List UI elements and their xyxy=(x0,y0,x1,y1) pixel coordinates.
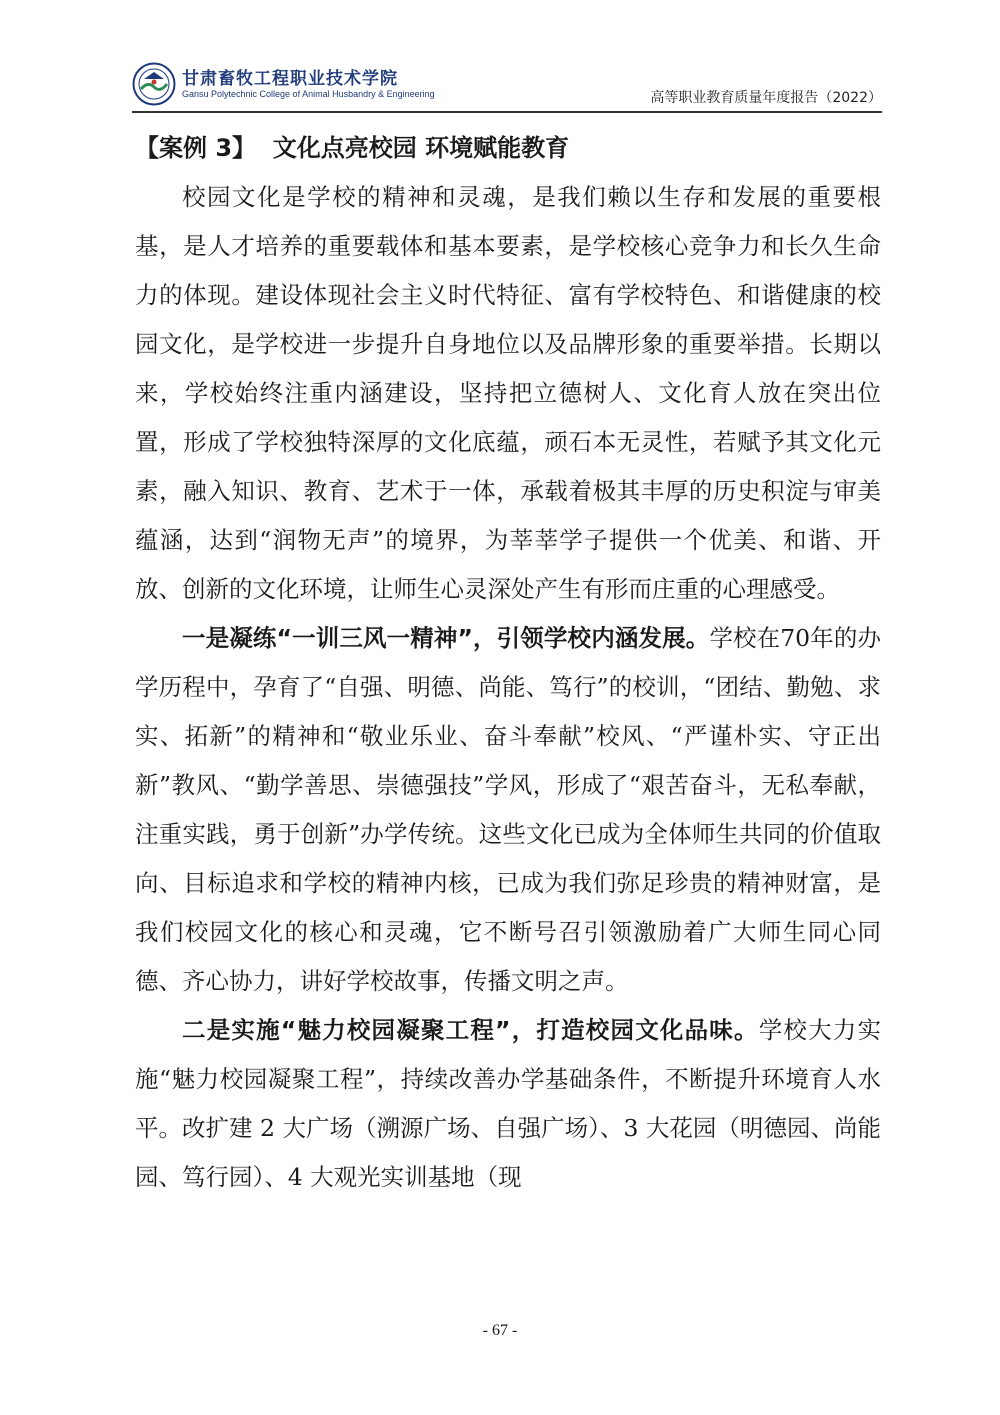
header-divider xyxy=(132,111,882,113)
institution-name: 甘肃畜牧工程职业技术学院 xyxy=(182,69,398,89)
page-header xyxy=(132,56,882,110)
college-emblem-icon xyxy=(132,62,176,106)
page-number: - 67 - xyxy=(482,1322,518,1339)
case-heading: 【案例 3】 文化点亮校园 环境赋能教育 xyxy=(135,134,570,162)
paragraph-intro xyxy=(135,173,881,614)
institution-english-name: Gansu Polytechnic College of Animal Husbandry & Engineering xyxy=(182,89,435,99)
paragraph-text: 校园文化是学校的精神和灵魂，是我们赖以生存和发展的重要根基，是人才培养的重要载体和基本要素，是学校核心竞争力和长久生命力的体现。建设体现社会主义时代特征、富有学校特色、和谐健康的校园文化，是学校进一步提升自身地位以及品牌形象的重要举措。长期以来，学校始终注重内涵建设，坚持把立德树人、文化育人放在突出位置，形成了学校独特深厚的文化底蕴，顽石本无灵性，若赋予其文化元素，融入知识、教育、艺术于一体，承载着极其丰厚的历史积淀与审美蕴涵，达到“润物无声”的境界，为莘莘学子提供一个优美、和谐、开放、创新的文化环境，让师生心灵深处产生有形而庄重的心理感受。 xyxy=(135,183,881,603)
paragraph-text: 学校大力实施“魅力校园凝聚工程”，持续改善办学基础条件，不断提升环境育人水平。改扩建 2 大广场（溯源广场、自强广场）、3 大花园（明德园、尚能园、笃行园）、4 大观光实训基地（现 xyxy=(135,1016,882,1191)
paragraph-point-one xyxy=(135,614,881,1006)
report-title: 高等职业教育质量年度报告（2022） xyxy=(650,90,882,106)
paragraph-point-two xyxy=(135,1006,881,1202)
document-body xyxy=(135,127,881,1202)
paragraph-lead: 二是实施“魅力校园凝聚工程”，打造校园文化品味。 xyxy=(182,1016,759,1044)
paragraph-text: 学校在70年的办学历程中，孕育了“自强、明德、尚能、笃行”的校训，“团结、勤勉、求实、拓新”的精神和“敬业乐业、奋斗奉献”校风、“严谨朴实、守正出新”教风、“勤学善思、崇德强技”学风，形成了“艰苦奋斗，无私奉献，注重实践，勇于创新”办学传统。这些文化已成为全体师生共同的价值取向、目标追求和学校的精神内核，已成为我们弥足珍贵的精神财富，是我们校园文化的核心和灵魂，它不断号召引领激励着广大师生同心同德、齐心协力，讲好学校故事，传播文明之声。 xyxy=(135,624,881,995)
paragraph-lead: 一是凝练“一训三风一精神”，引领学校内涵发展。 xyxy=(182,624,710,652)
